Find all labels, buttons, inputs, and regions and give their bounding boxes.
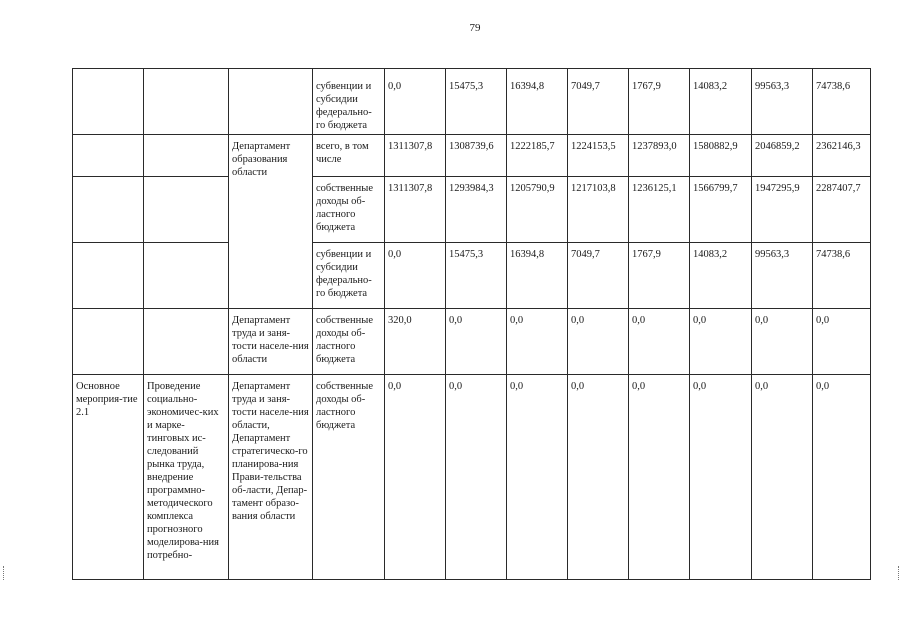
value-cell: 0,0 [813, 309, 871, 375]
value-cell: 0,0 [629, 309, 690, 375]
value-cell: 1224153,5 [568, 135, 629, 177]
measure-code-cell [73, 177, 144, 243]
funding-source-cell: субвенции и субсидии федерально-го бюджета [313, 69, 385, 135]
department-cell [229, 69, 313, 135]
value-cell: 16394,8 [507, 243, 568, 309]
measure-code-cell [73, 309, 144, 375]
table-row [73, 135, 871, 177]
value-cell: 1236125,1 [629, 177, 690, 243]
value-cell: 0,0 [568, 309, 629, 375]
department-cell: Департамент образования области [229, 135, 313, 309]
value-cell: 15475,3 [446, 243, 507, 309]
value-cell: 99563,3 [752, 69, 813, 135]
measure-code-cell [73, 69, 144, 135]
measure-name-cell [144, 177, 229, 243]
value-cell: 1311307,8 [385, 177, 446, 243]
value-cell: 1222185,7 [507, 135, 568, 177]
value-cell: 74738,6 [813, 243, 871, 309]
value-cell: 74738,6 [813, 69, 871, 135]
value-cell: 0,0 [446, 309, 507, 375]
value-cell: 0,0 [690, 375, 752, 580]
measure-name-cell: Проведение социально-экономичес-ких и марке-тинговых ис-следований рынка труда, внедрение программно-методического комплекса прогнозного моделирова-ния потребно- [144, 375, 229, 580]
value-cell: 1580882,9 [690, 135, 752, 177]
value-cell: 1308739,6 [446, 135, 507, 177]
value-cell: 0,0 [446, 375, 507, 580]
table-row [73, 243, 871, 309]
measure-code-cell: Основное мероприя-тие 2.1 [73, 375, 144, 580]
value-cell: 2287407,7 [813, 177, 871, 243]
page-number: 79 [469, 22, 481, 34]
value-cell: 0,0 [813, 375, 871, 580]
funding-source-cell: собственные доходы об-ластного бюджета [313, 375, 385, 580]
value-cell: 0,0 [752, 309, 813, 375]
measure-name-cell [144, 309, 229, 375]
value-cell: 0,0 [507, 309, 568, 375]
value-cell: 1767,9 [629, 69, 690, 135]
table-row [73, 69, 871, 135]
value-cell: 99563,3 [752, 243, 813, 309]
value-cell: 7049,7 [568, 69, 629, 135]
measure-name-cell [144, 69, 229, 135]
value-cell: 0,0 [507, 375, 568, 580]
table-row [73, 309, 871, 375]
funding-source-cell: собственные доходы об-ластного бюджета [313, 309, 385, 375]
measure-code-cell [73, 243, 144, 309]
value-cell: 15475,3 [446, 69, 507, 135]
department-cell: Департамент труда и заня-тости населе-ния области [229, 309, 313, 375]
value-cell: 1767,9 [629, 243, 690, 309]
value-cell: 7049,7 [568, 243, 629, 309]
value-cell: 1217103,8 [568, 177, 629, 243]
measure-name-cell [144, 135, 229, 177]
value-cell: 1293984,3 [446, 177, 507, 243]
value-cell: 0,0 [385, 69, 446, 135]
scan-edge-mark-left [3, 566, 7, 580]
funding-source-cell: всего, в том числе [313, 135, 385, 177]
scan-edge-mark-right [898, 566, 902, 580]
value-cell: 1566799,7 [690, 177, 752, 243]
value-cell: 14083,2 [690, 243, 752, 309]
table-row [73, 375, 871, 580]
value-cell: 1947295,9 [752, 177, 813, 243]
value-cell: 2362146,3 [813, 135, 871, 177]
value-cell: 2046859,2 [752, 135, 813, 177]
funding-table [72, 68, 871, 580]
value-cell: 1311307,8 [385, 135, 446, 177]
value-cell: 14083,2 [690, 69, 752, 135]
value-cell: 0,0 [629, 375, 690, 580]
value-cell: 0,0 [752, 375, 813, 580]
funding-source-cell: субвенции и субсидии федерально-го бюджета [313, 243, 385, 309]
table-row [73, 177, 871, 243]
value-cell: 0,0 [690, 309, 752, 375]
department-cell: Департамент труда и заня-тости населе-ния области, Департамент стратегическо-го планирова-ния Прави-тельства об-ласти, Депар-тамент образо-вания области [229, 375, 313, 580]
value-cell: 320,0 [385, 309, 446, 375]
measure-name-cell [144, 243, 229, 309]
value-cell: 0,0 [385, 375, 446, 580]
measure-code-cell [73, 135, 144, 177]
value-cell: 16394,8 [507, 69, 568, 135]
funding-source-cell: собственные доходы об-ластного бюджета [313, 177, 385, 243]
value-cell: 1237893,0 [629, 135, 690, 177]
value-cell: 0,0 [385, 243, 446, 309]
value-cell: 0,0 [568, 375, 629, 580]
value-cell: 1205790,9 [507, 177, 568, 243]
